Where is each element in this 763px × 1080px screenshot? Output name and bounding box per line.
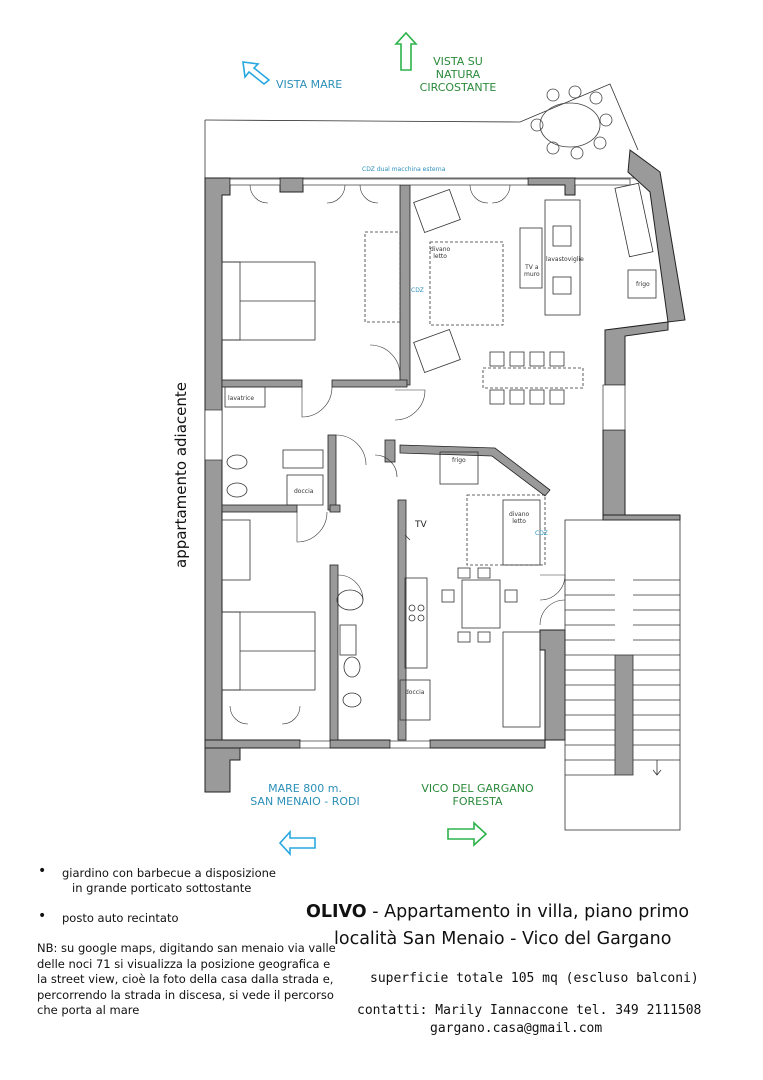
interior-walls xyxy=(222,185,550,740)
nature-view-line: NATURA xyxy=(435,68,481,81)
cdz-label: CDZ xyxy=(411,287,424,294)
wall-tv-label xyxy=(524,264,540,278)
bullet-icon: • xyxy=(38,863,47,879)
maps-note: NB: su google maps, digitando san menaio via valle delle noci 71 si visualizza la posizione geografica e la street view, cioè la foto della casa dalla strada e, percorrendo la strada in discesa, si vede il percorso che porta al mare xyxy=(37,941,336,1017)
garden-table xyxy=(531,86,612,159)
shower-label: doccia xyxy=(294,488,314,495)
nature-view-line: VISTA SU xyxy=(433,55,483,68)
sofa-bed-line: divano xyxy=(509,511,530,518)
tv-label: TV xyxy=(415,520,427,530)
wall-tv-line: muro xyxy=(524,271,540,278)
fridge-label: frigo xyxy=(636,281,650,288)
cdz-label: CDZ xyxy=(535,530,548,537)
dishwasher-label: lavastoviglie xyxy=(546,256,584,263)
cdz-top-label: CDZ dual macchina esterna xyxy=(362,166,446,173)
adjacent-apartment-label: appartamento adiacente xyxy=(172,381,190,568)
feature-text: posto auto recintato xyxy=(62,911,179,925)
feature-text: giardino con barbecue a disposizione xyxy=(62,866,276,880)
fridge-label: frigo xyxy=(452,457,466,464)
town-label xyxy=(415,782,540,808)
stairs xyxy=(565,520,680,830)
arrow-left-icon xyxy=(280,832,315,854)
town-line: FORESTA xyxy=(452,795,503,808)
feature-garden-cont: in grande porticato sottostante xyxy=(72,881,252,895)
bed-top xyxy=(222,232,400,340)
listing-subtitle: - Appartamento in villa, piano primo xyxy=(366,902,690,922)
shower-label: doccia xyxy=(405,689,425,696)
town-line: VICO DEL GARGANO xyxy=(421,782,534,795)
arrow-northwest-icon xyxy=(243,62,269,84)
feature-garden xyxy=(38,863,276,881)
bed-bottom xyxy=(222,520,540,727)
sea-distance-line: MARE 800 m. xyxy=(268,782,342,795)
arrow-right-icon xyxy=(448,823,486,845)
door-swings xyxy=(230,185,565,724)
wall-tv-line: TV a xyxy=(525,264,539,271)
email-link[interactable]: gargano.casa@gmail.com xyxy=(430,1021,603,1036)
sea-view-label: VISTA MARE xyxy=(276,78,343,91)
sofa-bed-label xyxy=(509,511,529,525)
sea-distance-line: SAN MENAIO - RODI xyxy=(250,795,360,808)
listing-title xyxy=(306,902,689,922)
sea-distance-label xyxy=(245,782,365,808)
sofa-bed-label xyxy=(430,246,450,260)
studio-furniture xyxy=(405,452,545,668)
contact-label: contatti: Marily Iannaccone tel. 349 2111508 xyxy=(357,1003,702,1018)
nature-view-line: CIRCOSTANTE xyxy=(419,81,497,94)
apartment-name: OLIVO xyxy=(306,902,367,922)
bullet-icon: • xyxy=(38,908,47,924)
sofa-bed-line: letto xyxy=(433,253,447,260)
surface-label: superficie totale 105 mq (escluso balconi) xyxy=(370,971,699,986)
location-label: località San Menaio - Vico del Gargano xyxy=(334,929,672,949)
feature-parking xyxy=(38,908,179,926)
washing-machine-label: lavatrice xyxy=(228,395,255,402)
sofa-bed-line: divano xyxy=(430,246,451,253)
nature-view-label xyxy=(413,55,503,94)
sofa-bed-line: letto xyxy=(512,518,526,525)
windows xyxy=(205,179,630,748)
